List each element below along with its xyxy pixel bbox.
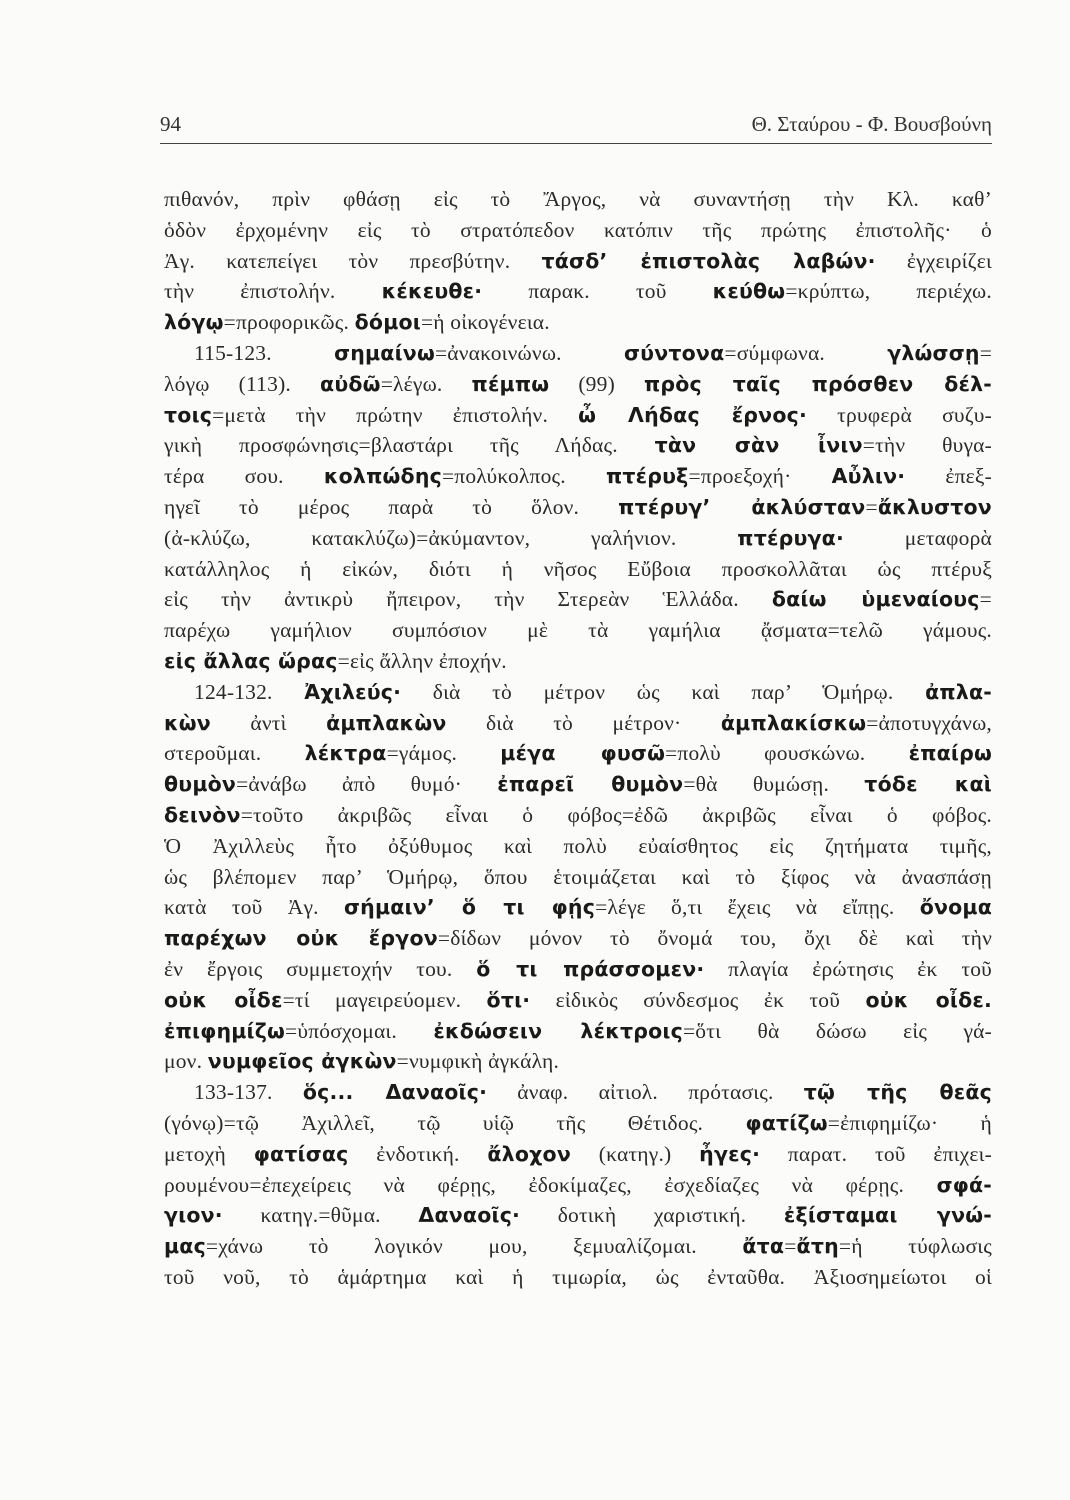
lemma-term: τοις	[164, 402, 213, 427]
text-line	[164, 677, 992, 708]
lemma-term: σημαίνω	[334, 340, 435, 365]
lemma-term: φατίζω	[745, 1110, 828, 1135]
gloss-text: ἐνδοτική.	[348, 1141, 488, 1166]
lemma-term: ἀμπλακὼν	[326, 710, 447, 735]
text-line	[164, 338, 992, 369]
text-line	[164, 1016, 992, 1047]
lemma-term: οὐκ οἶδε	[164, 987, 283, 1012]
text-line	[164, 646, 992, 677]
gloss-text: τέρα σου.	[164, 464, 324, 489]
page-number: 94	[160, 112, 181, 136]
gloss-text: γικὴ προσφώνησις=βλαστάρι τῆς Λήδας.	[164, 433, 655, 458]
lemma-term: τὰν σὰν ἶνιν	[654, 433, 863, 458]
text-line	[164, 738, 992, 769]
text-line	[164, 461, 992, 492]
text-line	[164, 1046, 992, 1077]
lemma-term: μέγα φυσῶ	[500, 741, 666, 766]
gloss-text: (γόνῳ)=τῷ Ἀχιλλεῖ, τῷ υἱῷ τῆς Θέτιδος.	[164, 1110, 746, 1135]
gloss-text: =δίδων μόνον τὸ ὄνομά του, ὄχι δὲ καὶ τὴν	[437, 926, 993, 951]
gloss-text: =ἀνάβω ἀπὸ θυμό·	[236, 772, 498, 797]
text-line	[164, 985, 992, 1016]
text-line	[164, 1077, 992, 1108]
gloss-text: δοτικὴ χαριστική.	[520, 1203, 784, 1228]
lemma-term: κεύθω	[712, 279, 786, 304]
commentary-text	[164, 184, 992, 1293]
lemma-term: ἄκλυστον	[877, 494, 992, 519]
lemma-term: πέμπω	[471, 371, 550, 396]
gloss-text: διὰ τὸ μέτρον·	[446, 710, 721, 735]
gloss-text: =ἡ τύφλωσις	[838, 1234, 992, 1259]
text-line	[164, 307, 992, 338]
gloss-text: παρατ. τοῦ ἐπιχει-	[760, 1141, 992, 1166]
gloss-text: =	[865, 494, 878, 519]
gloss-text: =προφορικῶς.	[223, 310, 355, 335]
lemma-term: ὅτι·	[486, 987, 531, 1012]
gloss-text: Ἀγ. κατεπείγει τὸν πρεσβύτην.	[164, 248, 542, 273]
gloss-text: ἐγχειρίζει	[875, 248, 992, 273]
lemma-term: ἄτη	[796, 1234, 839, 1259]
lemma-term: πτέρυγα·	[737, 525, 844, 550]
text-line	[164, 923, 992, 954]
text-line	[164, 1231, 992, 1262]
gloss-text: =τοῦτο ἀκριβῶς εἶναι ὁ φόβος=ἐδῶ ἀκριβῶς εἶναι ὁ φόβος.	[240, 802, 992, 827]
lemma-term: ἐξίσταμαι γνώ-	[783, 1203, 992, 1228]
gloss-text: τοῦ νοῦ, τὸ ἁμάρτημα καὶ ἡ τιμωρία, ὡς ἐνταῦθα. Ἀξιοσημείωτοι οἱ	[164, 1264, 992, 1289]
gloss-text: =ὅτι θὰ δώσω εἰς γά-	[682, 1018, 993, 1043]
text-line	[164, 1170, 992, 1201]
gloss-text: =λέγε ὅ,τι ἔχεις νὰ εἴπῃς.	[595, 895, 920, 920]
gloss-text: ἀντὶ	[210, 710, 327, 735]
gloss-text: κατὰ τοῦ Ἀγ.	[164, 895, 345, 920]
gloss-text: =τί μαγειρεύομεν.	[282, 987, 487, 1012]
lemma-term: τάσδ’ ἐπιστολὰς λαβών·	[541, 248, 876, 273]
text-line	[164, 615, 992, 646]
lemma-term: ἀμπλακίσκω	[720, 710, 867, 735]
lemma-term: δόμοι	[354, 310, 421, 335]
gloss-text: στεροῦμαι.	[164, 741, 305, 766]
gloss-text: κατάλληλος ἡ εἰκών, διότι ἡ νῆσος Εὔβοια προσκολλᾶται ὡς πτέρυξ	[164, 556, 992, 581]
text-line	[164, 769, 992, 800]
text-line	[164, 215, 992, 246]
gloss-text: =προεξοχή·	[688, 464, 832, 489]
gloss-text: παρέχω γαμήλιον συμπόσιον μὲ τὰ γαμήλια ᾄσματα=τελῶ γάμους.	[164, 618, 992, 643]
gloss-text: =	[784, 1234, 797, 1259]
gloss-text: (κατηγ.)	[571, 1141, 700, 1166]
gloss-text: ρουμένου=ἐπεχείρεις νὰ φέρῃς, ἐδοκίμαζες, ἐσχεδίαζες νὰ φέρῃς.	[164, 1172, 937, 1197]
gloss-text: =μετὰ τὴν πρώτην ἐπιστολήν.	[212, 402, 579, 427]
gloss-text: 115-123.	[194, 340, 335, 365]
lemma-term: σύντονα	[623, 340, 725, 365]
lemma-term: λόγῳ	[164, 310, 224, 335]
gloss-text: πιθανόν, πρὶν φθάσῃ εἰς τὸ Ἄργος, νὰ συναντήσῃ τὴν Κλ. καθ’	[164, 187, 992, 211]
lemma-term: ὄνομα	[919, 895, 993, 920]
lemma-term: σήμαιν’ ὅ τι φῄς	[344, 895, 596, 920]
gloss-text: ἐν ἔργοις συμμετοχήν του.	[164, 956, 477, 981]
gloss-text: λόγῳ (113).	[164, 371, 321, 396]
gloss-text: =χάνω τὸ λογικόν μου, ξεμυαλίζομαι.	[205, 1234, 743, 1259]
lemma-term: ὦ Λήδας ἔρνος·	[578, 402, 807, 427]
gloss-text: 133-137.	[194, 1080, 303, 1105]
gloss-text: =	[979, 587, 992, 612]
gloss-text: =ἐπιφημίζω· ἡ	[827, 1110, 992, 1135]
lemma-term: νυμφεῖος ἀγκὼν	[207, 1049, 397, 1074]
gloss-text: =γάμος.	[386, 741, 501, 766]
lemma-term: τῷ τῆς θεᾶς	[803, 1080, 993, 1105]
text-line	[164, 554, 992, 585]
text-line	[164, 276, 992, 307]
lemma-term: πτέρυξ	[605, 464, 689, 489]
lemma-term: γιον·	[164, 1203, 223, 1228]
lemma-term: πρὸς ταῖς πρόσθεν δέλ-	[643, 371, 992, 396]
lemma-term: σφά-	[936, 1172, 992, 1197]
text-line	[164, 246, 992, 277]
gloss-text: ὁδὸν ἐρχομένην εἰς τὸ στρατόπεδον κατόπιν τῆς πρώτης ἐπιστολῆς· ὁ	[164, 217, 992, 242]
lemma-term: γλώσσῃ	[887, 340, 980, 365]
lemma-term: κολπώδης	[323, 464, 442, 489]
text-line	[164, 430, 992, 461]
gloss-text: (99)	[549, 371, 644, 396]
gloss-text: =ἀνακοινώνω.	[434, 340, 624, 365]
text-line	[164, 369, 992, 400]
gloss-text: διὰ τὸ μέτρον ὡς καὶ παρ’ Ὁμήρῳ.	[401, 679, 926, 704]
running-header	[160, 112, 992, 142]
gloss-text: ὡς βλέπομεν παρ’ Ὁμήρῳ, ὅπου ἑτοιμάζεται καὶ τὸ ξίφος νὰ ἀνασπάσῃ	[164, 864, 992, 889]
gloss-text: =θὰ θυμώσῃ.	[683, 772, 865, 797]
header-rule	[160, 143, 992, 144]
text-line	[164, 492, 992, 523]
text-line	[164, 400, 992, 431]
lemma-term: φατίσας	[253, 1141, 349, 1166]
gloss-text: (ἀ-κλύζω, κατακλύζω)=ἀκύμαντον, γαλήνιον.	[164, 525, 738, 550]
gloss-text: ἀναφ. αἰτιολ. πρότασις.	[487, 1080, 804, 1105]
lemma-term: παρέχων οὐκ ἔργον	[164, 926, 438, 951]
lemma-term: ἐπιφημίζω	[164, 1018, 286, 1043]
lemma-term: θυμὸν	[164, 772, 237, 797]
gloss-text: =κρύπτω, περιέχω.	[785, 279, 992, 304]
gloss-text: πλαγία ἐρώτησις ἐκ τοῦ	[704, 956, 992, 981]
lemma-term: εἰς ἄλλας ὥρας	[164, 648, 338, 673]
gloss-text: =ἡ οἰκογένεια.	[420, 310, 550, 335]
text-line	[164, 862, 992, 893]
lemma-term: ἄτα	[742, 1234, 785, 1259]
lemma-term: αὐδῶ	[320, 371, 381, 396]
gloss-text: =πολύκολπος.	[441, 464, 606, 489]
lemma-term: οὐκ οἶδε.	[865, 987, 992, 1012]
text-line	[164, 892, 992, 923]
text-line	[164, 1108, 992, 1139]
gloss-text: =πολὺ φουσκώνω.	[665, 741, 909, 766]
gloss-text: =ἀποτυγχάνω,	[866, 710, 992, 735]
text-line	[164, 584, 992, 615]
gloss-text: εἰδικὸς σύνδεσμος ἐκ τοῦ	[530, 987, 866, 1012]
lemma-term: μας	[164, 1234, 206, 1259]
text-line	[164, 1262, 992, 1293]
lemma-term: δεινὸν	[164, 802, 241, 827]
text-line	[164, 523, 992, 554]
lemma-term: Δαναοῖς·	[418, 1203, 521, 1228]
running-title: Θ. Σταύρου - Φ. Βουσβούνη	[751, 112, 992, 136]
lemma-term: λέκτρα	[304, 741, 387, 766]
gloss-text: μετοχὴ	[164, 1141, 254, 1166]
text-line	[164, 1139, 992, 1170]
lemma-term: κέκευθε·	[381, 279, 483, 304]
gloss-text: =εἰς ἄλλην ἐποχήν.	[337, 648, 507, 673]
gloss-text: =νυμφικὴ ἀγκάλη.	[396, 1049, 560, 1074]
lemma-term: ἐπαίρω	[908, 741, 992, 766]
lemma-term: Αὖλιν·	[831, 464, 906, 489]
text-line	[164, 184, 992, 215]
text-line	[164, 800, 992, 831]
lemma-term: ἀπλα-	[925, 679, 992, 704]
text-line	[164, 1200, 992, 1231]
lemma-term: ὅς... Δαναοῖς·	[302, 1080, 488, 1105]
text-line	[164, 954, 992, 985]
lemma-term: δαίω ὑμεναίους	[771, 587, 980, 612]
lemma-term: ἄλοχον	[487, 1141, 572, 1166]
gloss-text: =τὴν θυγα-	[862, 433, 992, 458]
lemma-term: ἐπαρεῖ θυμὸν	[497, 772, 684, 797]
gloss-text: τὴν ἐπιστολήν.	[164, 279, 382, 304]
gloss-text: =λέγω.	[380, 371, 472, 396]
gloss-text: =σύμφωνα.	[724, 340, 888, 365]
gloss-text: μον.	[164, 1049, 208, 1074]
lemma-term: ἦγες·	[699, 1141, 761, 1166]
gloss-text: ηγεῖ τὸ μέρος παρὰ τὸ ὅλον.	[164, 494, 619, 519]
gloss-text: 124-132.	[194, 679, 305, 704]
gloss-text: ἐπεξ-	[905, 464, 992, 489]
lemma-term: τόδε καὶ	[864, 772, 992, 797]
lemma-term: κὼν	[164, 710, 211, 735]
lemma-term: πτέρυγ’ ἀκλύσταν	[618, 494, 866, 519]
lemma-term: ὅ τι πράσσομεν·	[476, 956, 705, 981]
text-line	[164, 831, 992, 862]
gloss-text: παρακ. τοῦ	[482, 279, 713, 304]
gloss-text: κατηγ.=θῦμα.	[222, 1203, 419, 1228]
lemma-term: Ἀχιλεύς·	[304, 679, 402, 704]
gloss-text: =ὑπόσχομαι.	[285, 1018, 434, 1043]
gloss-text: Ὁ Ἀχιλλεὺς ἦτο ὀξύθυμος καὶ πολὺ εὐαίσθητος εἰς ζητήματα τιμῆς,	[164, 833, 992, 858]
lemma-term: ἐκδώσειν λέκτροις	[433, 1018, 683, 1043]
gloss-text: εἰς τὴν ἀντικρὺ ἤπειρον, τὴν Στερεὰν Ἑλλάδα.	[164, 587, 772, 612]
text-line	[164, 708, 992, 739]
gloss-text: τρυφερὰ συζυ-	[806, 402, 993, 427]
gloss-text: μεταφορὰ	[843, 525, 992, 550]
gloss-text: =	[979, 340, 993, 365]
